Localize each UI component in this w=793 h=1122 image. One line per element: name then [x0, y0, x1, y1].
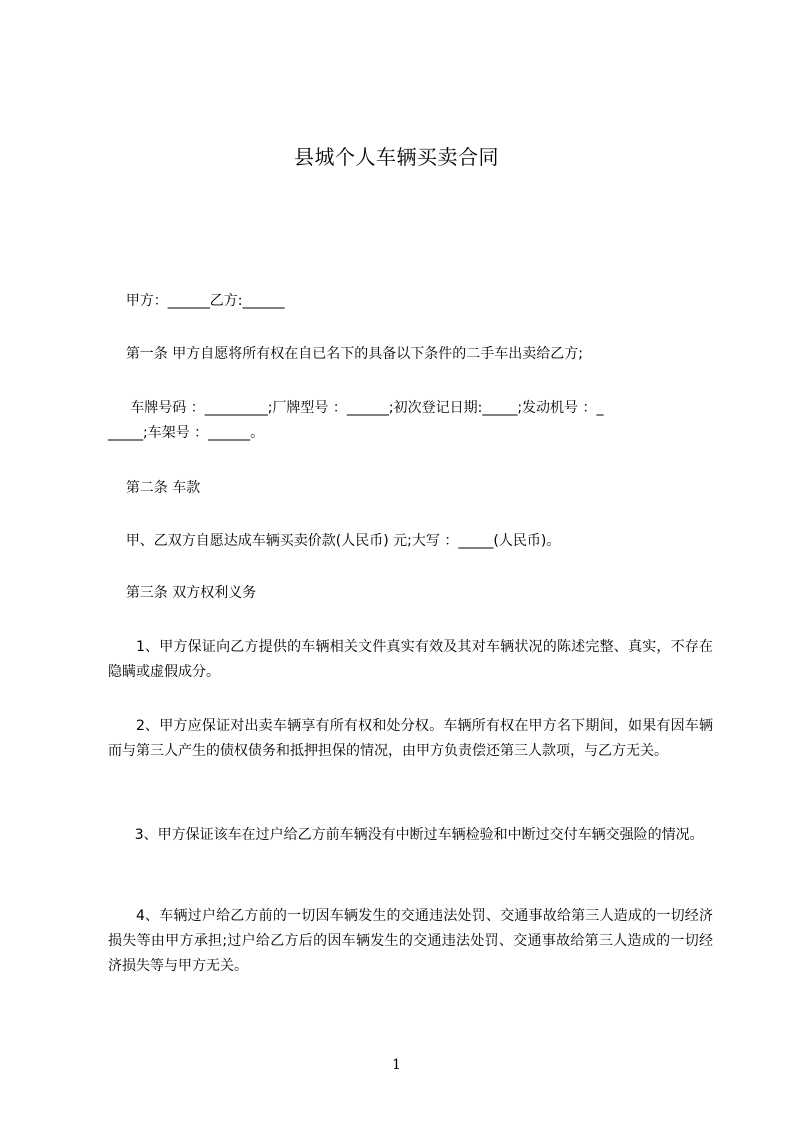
clause-1: 1、甲方保证向乙方提供的车辆相关文件真实有效及其对车辆状况的陈述完整、真实，不存在隐瞒或虚假成分。: [108, 639, 714, 680]
clause-3: 3、甲方保证该车在过户给乙方前车辆没有中断过车辆检验和中断过交付车辆交强险的情况。: [108, 827, 704, 843]
price-line: 甲、乙双方自愿达成车辆买卖价款(人民币) 元;大写 ：_____(人民币)。: [108, 533, 561, 549]
clause-4: 4、车辆过户给乙方前的一切因车辆发生的交通违法处罚、交通事故给第三人造成的一切经济损失等由甲方承担;过户给乙方后的因车辆发生的交通违法处罚、交通事故给第三人造成的一切经济损失等与甲方无关。: [108, 908, 714, 974]
page-number: 1: [392, 1057, 401, 1073]
clause-2: 2、甲方应保证对出卖车辆享有所有权和处分权。车辆所有权在甲方名下期间，如果有因车辆而与第三人产生的债权债务和抵押担保的情况，由甲方负责偿还第三人款项，与乙方无关。: [108, 718, 714, 759]
article-1: 第一条 甲方自愿将所有权在自已名下的具备以下条件的二手车出卖给乙方;: [108, 346, 583, 362]
article-3-heading: 第三条 双方权利义务: [108, 585, 257, 601]
parties-line: 甲方：______乙方:______: [108, 293, 285, 309]
vehicle-info: 车牌号码 ：_________;厂牌型号 ：______;初次登记日期:_____;发动机号 ：_ _____;车架号 ：______。: [108, 400, 604, 441]
document-title: 县城个人车辆买卖合同: [294, 145, 499, 169]
article-2-heading: 第二条 车款: [108, 480, 201, 496]
